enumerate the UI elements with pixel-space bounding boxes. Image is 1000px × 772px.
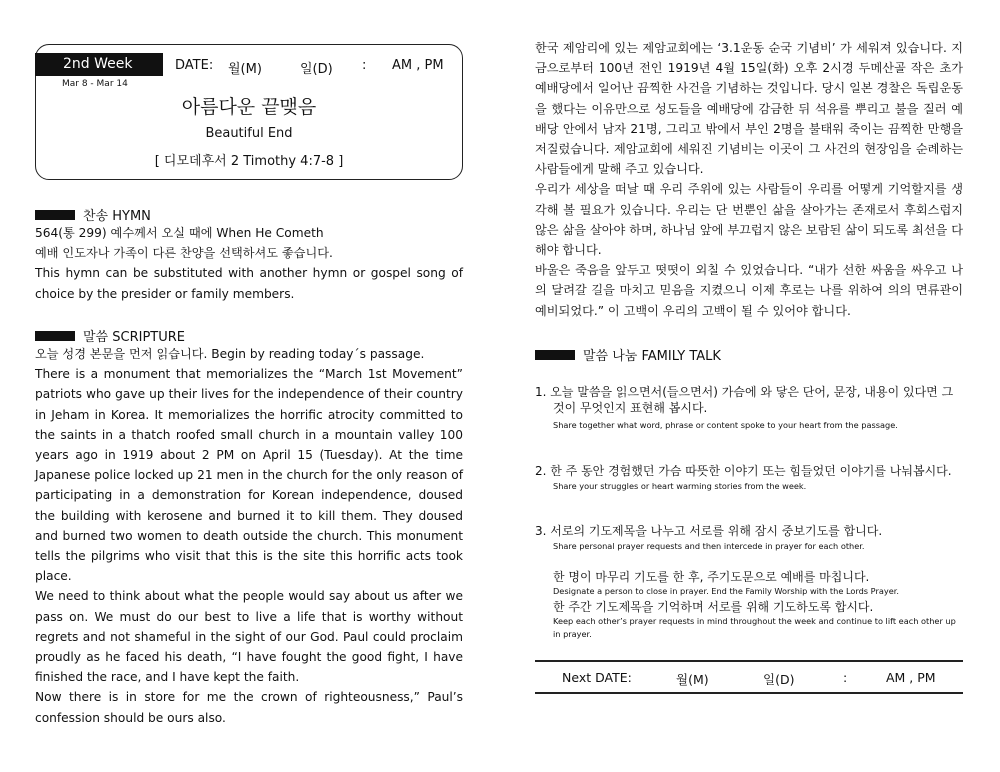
top-divider: [535, 660, 963, 662]
hymn-section: [35, 223, 463, 304]
question-1: [535, 384, 963, 432]
korean-paragraph-1: 한국 제암리에 있는 제암교회에는 ‘3.1운동 순국 기념비’ 가 세워져 있습니다. 지금으로부터 100년 전인 1919년 4월 15일(화) 오후 2시경 두메산골 작은 초가 예배당에서 일어난 끔찍한 사건을 기념하는 것입니다. 당시 일본 경찰은 독립운동을 했다는 이유만으로 성도들을 예배당에 감금한 뒤 석유를 뿌리고 불을 질러 예배당 안에서 남자 21명, 그리고 밖에서 부인 2명을 불태워 죽이는 끔찍한 만행을 저질렀습니다. 제암교회에 세워진 기념비는 이곳이 그 사건의 현장임을 순례하는 사람들에게 말해 주고 있습니다.: [535, 41, 963, 177]
question-1-english: Share together what word, phrase or content spoke to your heart from the passage.: [553, 420, 898, 430]
scripture-paragraph-2: We need to think about what the people would say about us after we pass on. We must do our best to live a life that is worthy without regrets and not shameful in the sight of our God. Paul could proclaim proudly as he faced his death, “I have fought the good fight, I have finished the race, and I have kept the faith.: [35, 589, 463, 685]
date-ampm: AM , PM: [392, 58, 444, 73]
scripture-section: [35, 344, 463, 728]
week-label: 2nd Week: [35, 53, 163, 76]
next-date-ampm: AM , PM: [886, 670, 936, 685]
question-2-text: 2. 한 주 동안 경험했던 가슴 따뜻한 이야기 또는 힘들었던 이야기를 나눠봅시다.: [535, 464, 952, 478]
hymn-heading-text: 찬송 HYMN: [83, 209, 151, 224]
next-date-label: Next DATE:: [562, 670, 632, 685]
weekly-prayer-text: 한 주간 기도제목을 기억하며 서로를 위해 기도하도록 합시다.: [553, 600, 874, 614]
korean-paragraph-3: 바울은 죽음을 앞두고 떳떳이 외칠 수 있었습니다. “내가 선한 싸움을 싸우고 나의 달려갈 길을 마치고 믿음을 지켰으니 이제 후로는 나를 위하여 의의 면류관이 예비되었다.” 이 고백이 우리의 고백이 될 수 있어야 합니다.: [535, 263, 963, 318]
weekly-prayer-english: Keep each other’s prayer requests in mind throughout the week and continue to lift each other up in prayer.: [553, 616, 956, 639]
hymn-heading: [35, 205, 151, 224]
scripture-paragraph-3: Now there is in store for me the crown of righteousness,” Paul’s confession should be ours also.: [35, 690, 463, 725]
heading-bar: [35, 331, 75, 341]
scripture-heading: [35, 326, 185, 345]
page-subtitle: Beautiful End: [205, 126, 293, 141]
closing-instructions: [553, 570, 965, 641]
date-month: 월(M): [228, 62, 262, 77]
date-label: DATE:: [175, 58, 214, 73]
question-3-english: Share personal prayer requests and then intercede in prayer for each other.: [553, 541, 865, 551]
next-date-day: 일(D): [763, 672, 795, 687]
scripture-intro: 오늘 성경 본문을 먼저 읽습니다. Begin by reading today´s passage.: [35, 347, 425, 361]
heading-bar: [535, 350, 575, 360]
bottom-divider: [535, 692, 963, 694]
date-range: Mar 8 - Mar 14: [62, 79, 128, 89]
hymn-line-1: 564(통 299) 예수께서 오실 때에 When He Cometh: [35, 226, 324, 240]
date-colon: :: [362, 58, 367, 73]
scripture-heading-text: 말씀 SCRIPTURE: [83, 330, 185, 345]
heading-bar: [35, 210, 75, 220]
closing-prayer-english: Designate a person to close in prayer. End the Family Worship with the Lords Prayer.: [553, 586, 899, 596]
next-date-colon: :: [843, 670, 848, 685]
question-2-english: Share your struggles or heart warming stories from the week.: [553, 481, 807, 491]
page-title: 아름다운 끝맺음: [181, 96, 317, 118]
korean-section: [535, 38, 963, 321]
question-3: [535, 523, 963, 553]
scripture-reference: [ 디모데후서 2 Timothy 4:7-8 ]: [154, 154, 344, 169]
korean-paragraph-2: 우리가 세상을 떠날 때 우리 주위에 있는 사람들이 우리를 어떻게 기억할지를 생각해 볼 필요가 있습니다. 우리는 단 번뿐인 삶을 살아가는 존재로서 후회스럽지 않은 삶을 살아야 하며, 하나님 앞에 부끄럽지 않은 보람된 삶이 되도록 최선을 다해야 합니다.: [535, 182, 963, 258]
family-talk-heading-text: 말씀 나눔 FAMILY TALK: [583, 349, 721, 364]
next-date-month: 월(M): [676, 672, 709, 687]
scripture-paragraph-1: There is a monument that memorializes the “March 1st Movement” patriots who gave up their lives for the independence of their country in Jeham in Korea. It memorializes the horrific atrocity committed to the saints in a thatch roofed small church in a mountain valley 100 years ago in 1919 about 2 PM on April 15 (Tuesday). At the time Japanese police locked up 21 men in the church for the only reason of participating in a demonstration for Korean independence, doused the building with kerosene and burned it to kill them. They doused and burned two women to death outside the church. This monument tells the pilgrims who visit that this is the site this horrific acts took place.: [35, 367, 463, 584]
closing-prayer-text: 한 명이 마무리 기도를 한 후, 주기도문으로 예배를 마칩니다.: [553, 570, 870, 584]
date-day: 일(D): [300, 62, 333, 77]
hymn-line-2: 예배 인도자나 가족이 다른 찬양을 선택하셔도 좋습니다.: [35, 246, 333, 261]
question-2: [535, 463, 963, 493]
hymn-line-3: This hymn can be substituted with another hymn or gospel song of choice by the presider or family members.: [35, 266, 463, 301]
question-3-text: 3. 서로의 기도제목을 나누고 서로를 위해 잠시 중보기도를 합니다.: [535, 524, 883, 538]
question-1-text: 1. 오늘 말씀을 읽으면서(들으면서) 가슴에 와 닿은 단어, 문장, 내용이 있다면 그것이 무엇인지 표현해 봅시다.: [535, 385, 954, 415]
family-talk-heading: [535, 345, 721, 364]
